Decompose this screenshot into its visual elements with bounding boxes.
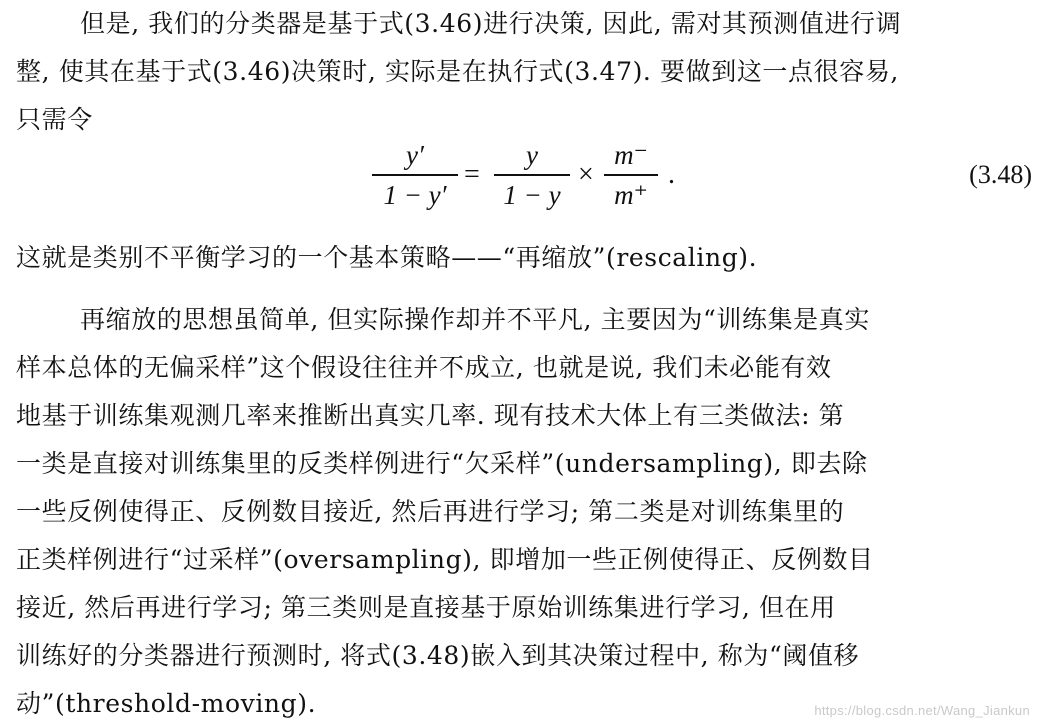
paragraph3-line-4: 一类是直接对训练集里的反类样例进行“欠采样”(undersampling), 即去除 — [16, 449, 868, 478]
fraction-lhs-numerator: y′ — [406, 140, 424, 170]
fraction-mid-numerator: y — [526, 140, 538, 170]
equals-sign: = — [464, 159, 480, 190]
equation-number: (3.48) — [969, 160, 1032, 189]
watermark: https://blog.csdn.net/Wang_Jiankun — [814, 703, 1030, 718]
paragraph3-line-7: 接近, 然后再进行学习; 第三类则是直接基于原始训练集进行学习, 但在用 — [16, 593, 836, 622]
equation-period: . — [668, 159, 675, 190]
paragraph3-line-6: 正类样例进行“过采样”(oversampling), 即增加一些正例使得正、反例数目 — [16, 545, 874, 574]
fraction-mid-denominator: 1 − y — [503, 180, 561, 210]
fraction-bar — [494, 174, 570, 176]
fraction-lhs-denominator: 1 − y′ — [383, 180, 447, 210]
paragraph3-line-3: 地基于训练集观测几率来推断出真实几率. 现有技术大体上有三类做法: 第 — [16, 401, 845, 430]
fraction-bar — [604, 174, 658, 176]
paragraph3-line-2: 样本总体的无偏采样”这个假设往往并不成立, 也就是说, 我们未必能有效 — [16, 353, 832, 382]
paragraph3-line-8: 训练好的分类器进行预测时, 将式(3.48)嵌入到其决策过程中, 称为“阈值移 — [16, 641, 860, 670]
paragraph1-line-2: 整, 使其在基于式(3.46)决策时, 实际是在执行式(3.47). 要做到这一点很容易, — [16, 57, 899, 86]
paragraph2-line-1: 这就是类别不平衡学习的一个基本策略——“再缩放”(rescaling). — [16, 243, 758, 272]
times-sign: × — [578, 159, 594, 190]
fraction-rhs — [604, 138, 658, 212]
fraction-bar — [372, 174, 458, 176]
paragraph3-line-1: 再缩放的思想虽简单, 但实际操作却并不平凡, 主要因为“训练集是真实 — [80, 305, 870, 334]
equation-3-48 — [0, 130, 1042, 218]
paragraph3-line-9: 动”(threshold-moving). — [16, 689, 317, 718]
fraction-mid — [494, 138, 570, 212]
paragraph1-line-3: 只需令 — [16, 105, 93, 134]
fraction-lhs — [372, 138, 458, 212]
paragraph1-line-1: 但是, 我们的分类器是基于式(3.46)进行决策, 因此, 需对其预测值进行调 — [80, 9, 902, 38]
fraction-rhs-numerator: m⁻ — [614, 140, 648, 170]
fraction-rhs-denominator: m⁺ — [614, 180, 648, 210]
paragraph3-line-5: 一些反例使得正、反例数目接近, 然后再进行学习; 第二类是对训练集里的 — [16, 497, 845, 526]
